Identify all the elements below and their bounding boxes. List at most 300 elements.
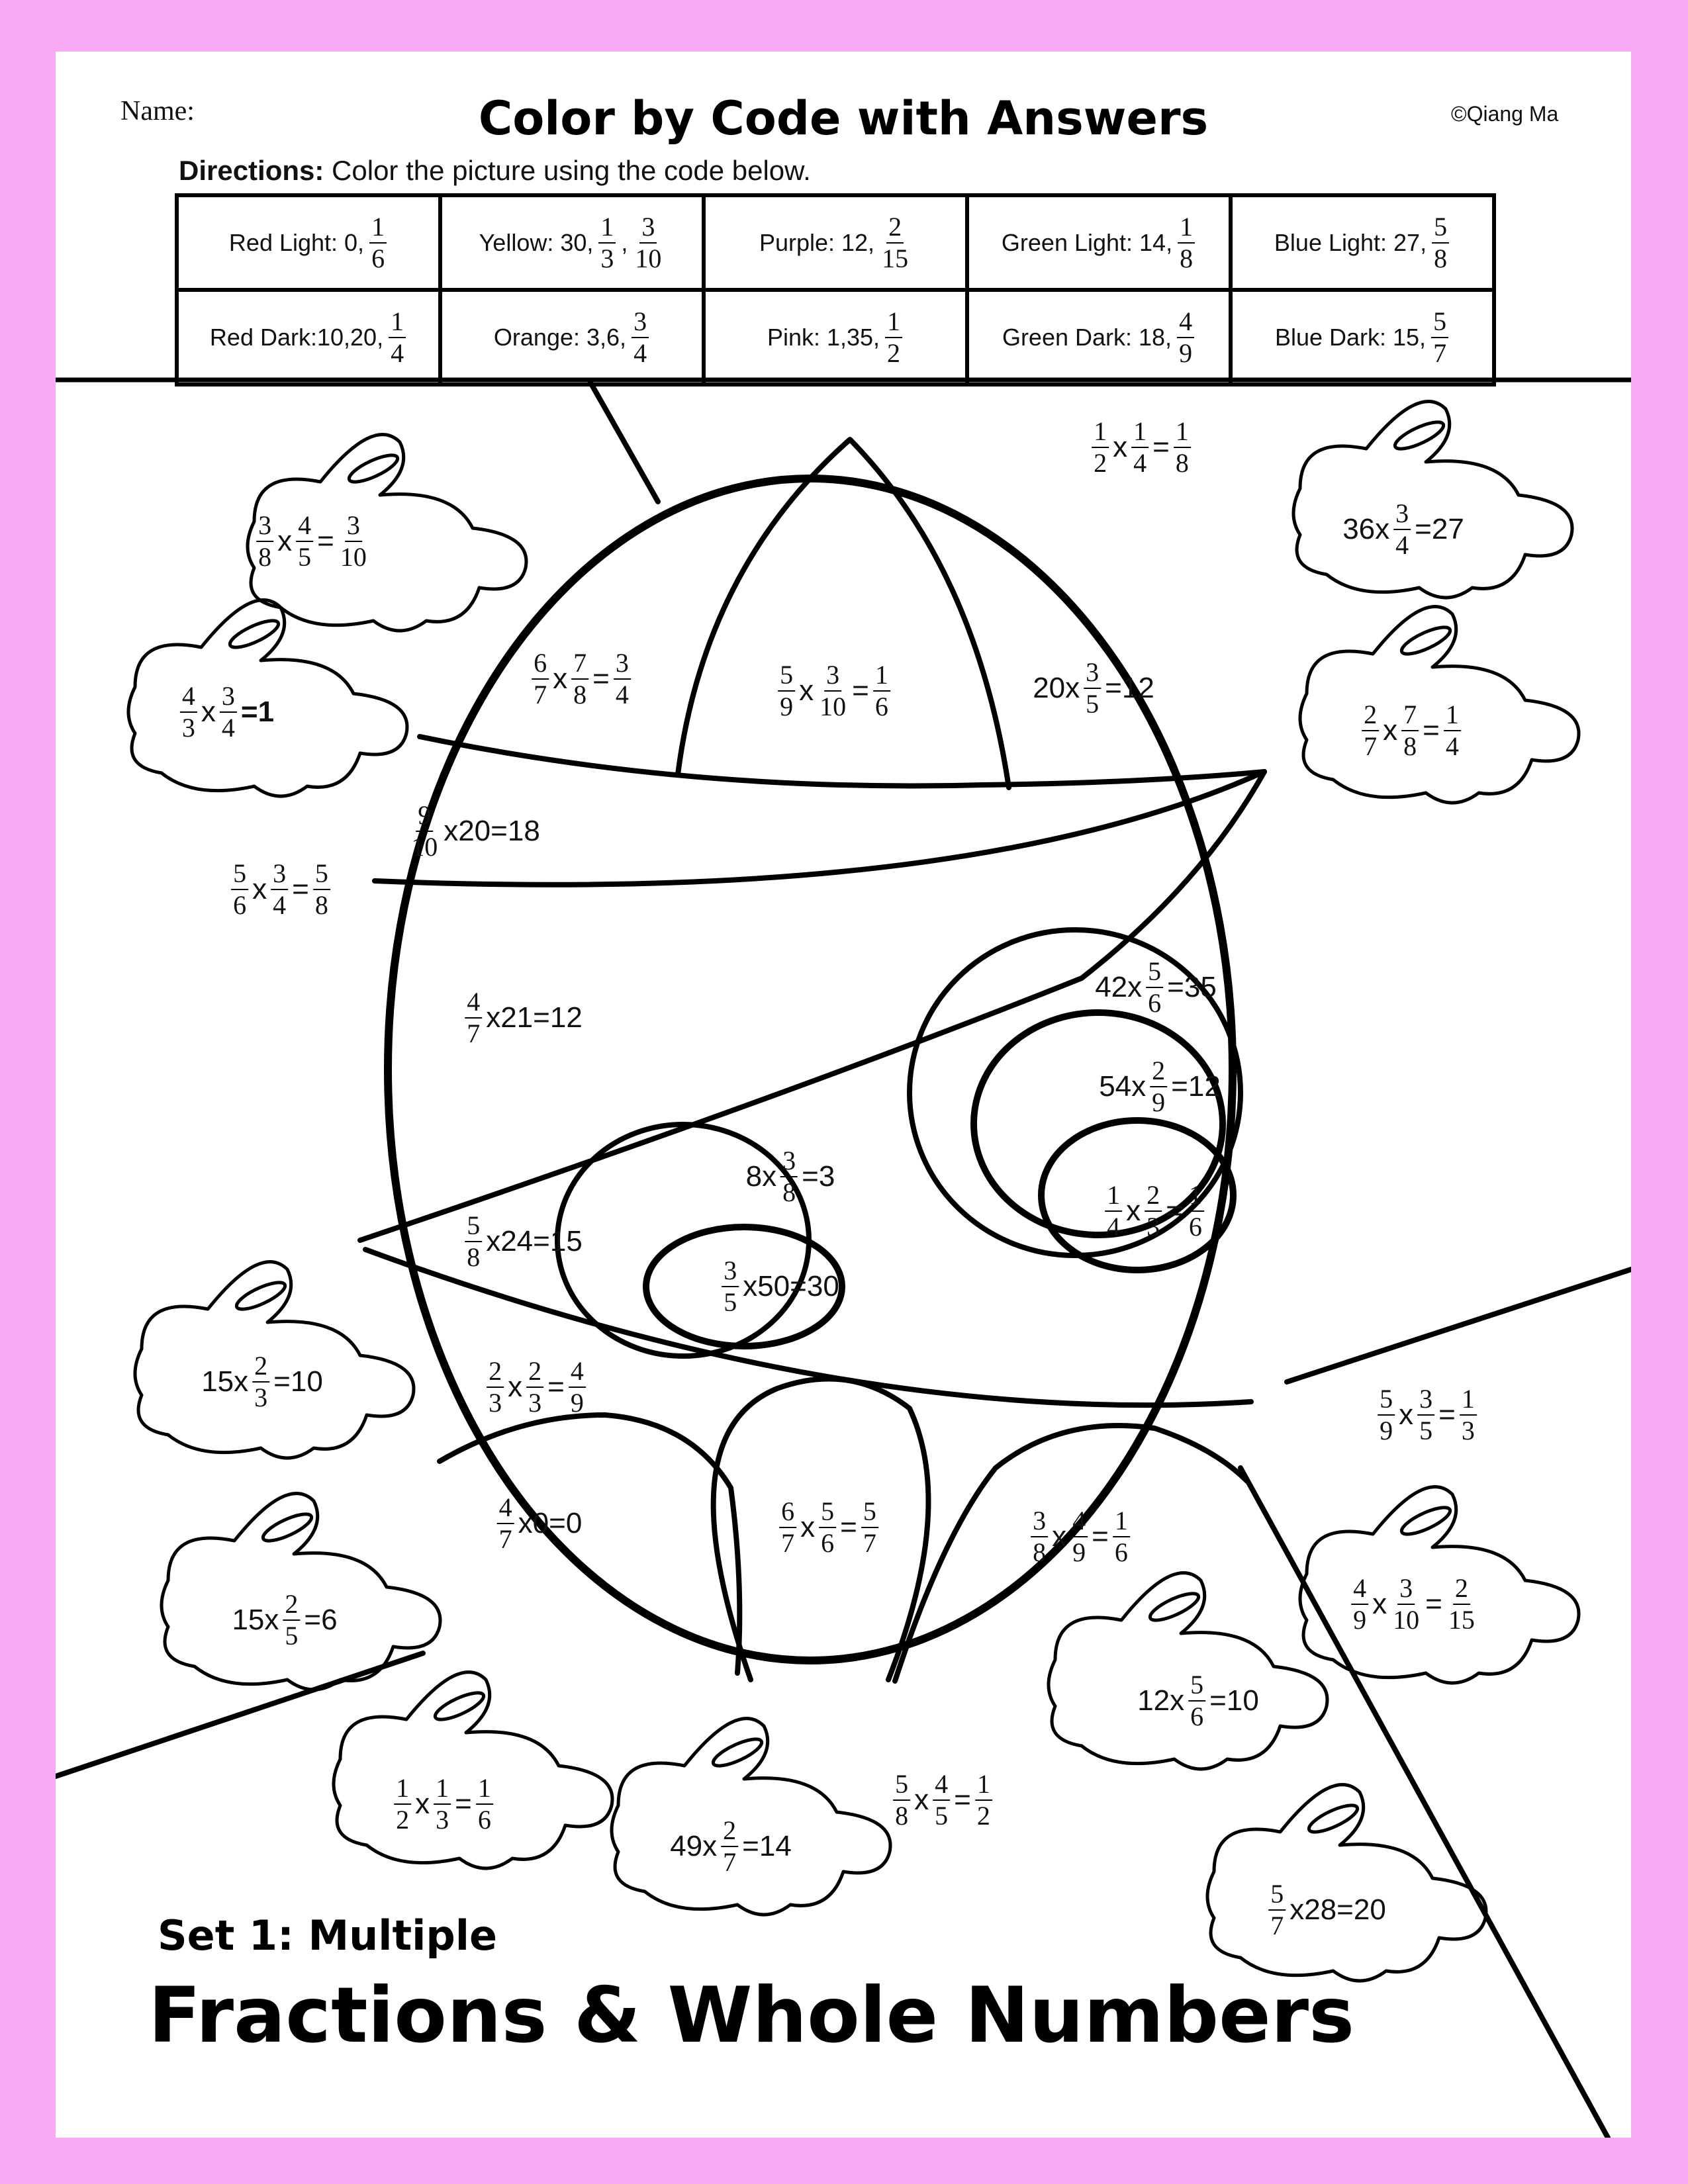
equation-text: 20x bbox=[1033, 672, 1080, 704]
denominator: 8 bbox=[314, 890, 328, 920]
fraction bbox=[180, 682, 197, 742]
equation bbox=[892, 1770, 994, 1830]
equation-text: = bbox=[1438, 1398, 1456, 1431]
denominator: 3 bbox=[436, 1805, 449, 1835]
equation-text: =3 bbox=[802, 1160, 835, 1193]
fraction bbox=[779, 1498, 796, 1557]
fraction bbox=[614, 649, 631, 709]
equation-text: =6 bbox=[304, 1604, 338, 1636]
equation bbox=[746, 1147, 835, 1206]
name-label: Name: bbox=[120, 96, 195, 126]
numerator: 2 bbox=[252, 1352, 269, 1383]
numerator: 3 bbox=[614, 649, 631, 680]
fraction bbox=[933, 1770, 950, 1830]
equation-text: x bbox=[1399, 1398, 1414, 1431]
fraction bbox=[1092, 418, 1109, 477]
equation bbox=[496, 1494, 583, 1553]
code-fraction bbox=[1431, 308, 1448, 367]
equation bbox=[232, 1590, 337, 1650]
equation-text: = bbox=[455, 1788, 472, 1820]
denominator: 8 bbox=[573, 680, 587, 709]
numerator: 5 bbox=[893, 1770, 910, 1801]
equation-text: x bbox=[201, 696, 216, 728]
equation bbox=[1033, 659, 1154, 718]
set-title: Fractions & Whole Numbers bbox=[148, 1971, 1355, 2060]
denominator: 10 bbox=[635, 243, 662, 273]
code-cell-blue-dark bbox=[1231, 290, 1494, 385]
code-cell-red-dark bbox=[177, 290, 440, 385]
code-fraction bbox=[598, 213, 616, 273]
equation bbox=[255, 512, 370, 571]
numerator: 1 bbox=[1113, 1507, 1130, 1537]
denominator: 3 bbox=[1461, 1416, 1475, 1445]
equation-text: = bbox=[954, 1784, 971, 1816]
fraction bbox=[1084, 659, 1101, 718]
fraction bbox=[296, 512, 313, 571]
code-cell-yellow bbox=[440, 195, 704, 290]
equation-text: 15x bbox=[201, 1365, 249, 1398]
background-line bbox=[56, 1653, 423, 1776]
equation-text: x24=15 bbox=[486, 1225, 583, 1257]
fraction bbox=[1105, 1181, 1122, 1241]
equation bbox=[230, 860, 332, 919]
denominator: 6 bbox=[1190, 1702, 1204, 1731]
equation-text: = bbox=[1423, 714, 1440, 747]
code-label: Green Light: 14, bbox=[1001, 228, 1173, 256]
denominator: 15 bbox=[882, 243, 909, 273]
denominator: 5 bbox=[298, 542, 312, 572]
code-cell-red-light bbox=[177, 195, 440, 290]
numerator: 3 bbox=[271, 860, 288, 890]
fraction bbox=[256, 512, 273, 571]
worksheet-page bbox=[56, 52, 1631, 2138]
denominator: 6 bbox=[1148, 988, 1162, 1018]
denominator: 3 bbox=[254, 1383, 268, 1412]
numerator: 1 bbox=[369, 213, 387, 244]
denominator: 2 bbox=[887, 338, 901, 368]
equation-text: = bbox=[840, 1511, 857, 1543]
equation-text: x28=20 bbox=[1289, 1893, 1386, 1926]
equation-text: x bbox=[508, 1371, 523, 1403]
equation bbox=[485, 1357, 587, 1417]
denominator: 4 bbox=[273, 890, 287, 920]
denominator: 5 bbox=[1419, 1416, 1433, 1445]
denominator: 3 bbox=[489, 1388, 502, 1418]
numerator: 1 bbox=[1187, 1181, 1204, 1212]
code-label: Red Dark:10,20, bbox=[209, 323, 384, 351]
equation-text: =12 bbox=[1105, 672, 1154, 704]
numerator: 5 bbox=[1146, 958, 1163, 988]
fraction bbox=[394, 1774, 411, 1834]
equation bbox=[778, 1498, 880, 1557]
equation-text: x bbox=[799, 674, 814, 707]
equation-text: = bbox=[1425, 1588, 1442, 1620]
denominator: 4 bbox=[221, 713, 235, 743]
numerator: 5 bbox=[1378, 1385, 1395, 1416]
equation-text: =35 bbox=[1167, 971, 1217, 1003]
equation bbox=[1137, 1671, 1259, 1731]
fraction bbox=[569, 1357, 586, 1417]
denominator: 2 bbox=[396, 1805, 410, 1835]
denominator: 6 bbox=[874, 692, 888, 721]
denominator: 4 bbox=[1445, 731, 1459, 761]
equation bbox=[408, 801, 540, 861]
numerator: 1 bbox=[1460, 1385, 1477, 1416]
denominator: 9 bbox=[1353, 1605, 1367, 1635]
equation bbox=[1099, 1057, 1221, 1116]
equation bbox=[720, 1257, 839, 1316]
denominator: 7 bbox=[781, 1528, 795, 1558]
fraction bbox=[220, 682, 237, 742]
fraction bbox=[1188, 1671, 1205, 1731]
fraction bbox=[1113, 1507, 1130, 1567]
equation-text: x bbox=[415, 1788, 430, 1820]
directions-text: Color the picture using the code below. bbox=[324, 155, 811, 186]
numerator: 5 bbox=[1188, 1671, 1205, 1702]
equation bbox=[201, 1352, 323, 1412]
equation-text: x0=0 bbox=[518, 1507, 583, 1539]
denominator: 7 bbox=[1364, 731, 1378, 761]
color-code-row bbox=[177, 195, 1494, 290]
fraction bbox=[722, 1257, 739, 1316]
fraction bbox=[861, 1498, 878, 1557]
numerator: 4 bbox=[933, 1770, 950, 1801]
equation-text: = bbox=[1166, 1195, 1183, 1227]
numerator: 3 bbox=[824, 661, 841, 692]
equation-text: = bbox=[317, 525, 334, 557]
denominator: 8 bbox=[1180, 243, 1194, 273]
page-title: Color by Code with Answers bbox=[478, 91, 1209, 146]
equation bbox=[670, 1817, 792, 1876]
fraction bbox=[1268, 1880, 1286, 1940]
numerator: 5 bbox=[465, 1212, 482, 1242]
denominator: 9 bbox=[1152, 1087, 1166, 1117]
fraction bbox=[231, 860, 248, 919]
equation bbox=[1103, 1181, 1205, 1241]
denominator: 10 bbox=[340, 542, 367, 572]
numerator: 5 bbox=[778, 661, 795, 692]
code-label: Blue Light: 27, bbox=[1274, 228, 1427, 256]
numerator: 3 bbox=[1393, 500, 1411, 530]
bunny-shapes bbox=[128, 402, 1579, 1981]
code-cell-purple bbox=[704, 195, 967, 290]
equation bbox=[1350, 1574, 1478, 1634]
equation-text: x bbox=[1372, 1588, 1387, 1620]
denominator: 10 bbox=[1393, 1605, 1420, 1635]
numerator: 1 bbox=[1105, 1181, 1122, 1212]
code-cell-blue-light bbox=[1231, 195, 1494, 290]
fraction bbox=[252, 1352, 269, 1412]
denominator: 10 bbox=[820, 692, 847, 721]
numerator: 2 bbox=[526, 1357, 543, 1388]
code-label: Pink: 1,35, bbox=[767, 323, 880, 351]
fraction bbox=[476, 1774, 493, 1834]
fraction bbox=[1401, 701, 1419, 760]
denominator: 7 bbox=[863, 1528, 876, 1558]
numerator: 3 bbox=[632, 308, 649, 338]
code-cell-orange bbox=[440, 290, 704, 385]
fraction bbox=[1393, 500, 1411, 559]
equation bbox=[393, 1774, 494, 1834]
fraction bbox=[873, 661, 890, 721]
denominator: 7 bbox=[534, 680, 547, 709]
numerator: 5 bbox=[861, 1498, 878, 1528]
denominator: 9 bbox=[1380, 1416, 1393, 1445]
equation bbox=[463, 988, 583, 1048]
numerator: 4 bbox=[180, 682, 197, 713]
fraction bbox=[1362, 701, 1379, 760]
numerator: 5 bbox=[1431, 308, 1448, 338]
code-fraction bbox=[632, 308, 649, 367]
denominator: 7 bbox=[1270, 1911, 1284, 1940]
fraction bbox=[1146, 958, 1163, 1017]
numerator: 4 bbox=[569, 1357, 586, 1388]
denominator: 3 bbox=[600, 243, 614, 273]
fraction bbox=[487, 1357, 504, 1417]
denominator: 8 bbox=[1434, 243, 1448, 273]
denominator: 5 bbox=[1086, 689, 1100, 719]
directions-label: Directions: bbox=[179, 155, 324, 186]
code-label: Red Light: 0, bbox=[228, 228, 365, 256]
numerator: 1 bbox=[1174, 418, 1191, 448]
fraction bbox=[819, 1498, 836, 1557]
denominator: 6 bbox=[1188, 1212, 1202, 1242]
fraction bbox=[1446, 1574, 1477, 1634]
fraction bbox=[1417, 1385, 1434, 1445]
fraction bbox=[1378, 1385, 1395, 1445]
numerator: 3 bbox=[256, 512, 273, 542]
denominator: 5 bbox=[935, 1801, 949, 1831]
numerator: 4 bbox=[296, 512, 313, 542]
denominator: 6 bbox=[1114, 1537, 1128, 1567]
numerator: 5 bbox=[1432, 213, 1449, 244]
equation bbox=[530, 649, 632, 709]
fraction bbox=[497, 1494, 514, 1553]
equation-text: 36x bbox=[1342, 513, 1390, 545]
equation-text: x bbox=[252, 873, 267, 905]
equation-text: x bbox=[800, 1511, 816, 1543]
fraction bbox=[409, 801, 440, 861]
denominator: 6 bbox=[821, 1528, 835, 1558]
equation-text: =10 bbox=[1209, 1684, 1259, 1717]
fraction bbox=[1150, 1057, 1167, 1116]
code-cell-green-dark bbox=[967, 290, 1231, 385]
background-line bbox=[590, 383, 658, 502]
equation bbox=[776, 661, 892, 721]
equation-text: x bbox=[1113, 431, 1128, 463]
numerator: 7 bbox=[1401, 701, 1419, 731]
equation-text: x20=18 bbox=[444, 815, 540, 847]
fraction bbox=[338, 512, 369, 571]
denominator: 7 bbox=[498, 1524, 512, 1554]
numerator: 4 bbox=[497, 1494, 514, 1524]
fraction bbox=[1070, 1507, 1088, 1567]
numerator: 2 bbox=[283, 1590, 300, 1621]
bunny-shape bbox=[334, 1672, 612, 1868]
equation-text: = bbox=[592, 662, 610, 695]
fraction bbox=[721, 1817, 738, 1876]
denominator: 6 bbox=[371, 243, 385, 273]
numerator: 5 bbox=[231, 860, 248, 890]
numerator: 2 bbox=[721, 1817, 738, 1847]
denominator: 7 bbox=[723, 1847, 737, 1877]
numerator: 2 bbox=[487, 1357, 504, 1388]
equation bbox=[1342, 500, 1464, 559]
denominator: 4 bbox=[633, 338, 647, 368]
denominator: 9 bbox=[780, 692, 794, 721]
equation-text: =27 bbox=[1415, 513, 1464, 545]
fraction bbox=[1131, 418, 1149, 477]
numerator: 1 bbox=[389, 308, 406, 338]
denominator: 4 bbox=[1395, 530, 1409, 560]
denominator: 2 bbox=[1094, 448, 1107, 478]
numerator: 2 bbox=[1145, 1181, 1162, 1212]
numerator: 2 bbox=[1453, 1574, 1470, 1605]
set-subtitle: Set 1: Multiple bbox=[158, 1911, 498, 1960]
denominator: 8 bbox=[1403, 731, 1417, 761]
numerator: 2 bbox=[886, 213, 904, 244]
numerator: 6 bbox=[779, 1498, 796, 1528]
equation bbox=[1267, 1880, 1386, 1940]
fraction bbox=[975, 1770, 992, 1830]
fraction bbox=[532, 649, 549, 709]
equation bbox=[1095, 958, 1217, 1017]
numerator: 3 bbox=[1417, 1385, 1434, 1416]
equation-text: =14 bbox=[742, 1830, 792, 1862]
color-code-table bbox=[175, 193, 1496, 387]
numerator: 5 bbox=[313, 860, 330, 890]
equation bbox=[463, 1212, 583, 1271]
code-cell-green-light bbox=[967, 195, 1231, 290]
numerator: 4 bbox=[465, 988, 482, 1019]
code-fraction bbox=[1432, 213, 1449, 273]
denominator: 15 bbox=[1448, 1605, 1475, 1635]
numerator: 1 bbox=[598, 213, 616, 244]
equation bbox=[1090, 418, 1192, 477]
equation-text: = bbox=[852, 674, 869, 707]
equation-text: =12 bbox=[1171, 1070, 1221, 1103]
equation-text: = bbox=[547, 1371, 565, 1403]
equation-text: x bbox=[1052, 1520, 1067, 1553]
numerator: 7 bbox=[571, 649, 588, 680]
code-label: Yellow: 30, bbox=[479, 228, 594, 256]
equation-text: =10 bbox=[273, 1365, 323, 1398]
code-fraction bbox=[389, 308, 406, 367]
fraction bbox=[313, 860, 330, 919]
equation-text: 42x bbox=[1095, 971, 1143, 1003]
denominator: 9 bbox=[1179, 338, 1193, 368]
fraction bbox=[465, 988, 482, 1048]
equation-text: 12x bbox=[1137, 1684, 1185, 1717]
denominator: 8 bbox=[258, 542, 272, 572]
fraction bbox=[818, 661, 848, 721]
numerator: 4 bbox=[1177, 308, 1194, 338]
code-fraction bbox=[1177, 308, 1194, 367]
fraction bbox=[1391, 1574, 1421, 1634]
fraction bbox=[1187, 1181, 1204, 1241]
equation-text: x50=30 bbox=[743, 1270, 839, 1302]
directions bbox=[179, 155, 811, 187]
equation-text: x bbox=[1126, 1195, 1141, 1227]
denominator: 2 bbox=[976, 1801, 990, 1831]
denominator: 8 bbox=[467, 1242, 481, 1272]
denominator: 9 bbox=[570, 1388, 584, 1418]
numerator: 4 bbox=[1351, 1574, 1368, 1605]
numerator: 3 bbox=[639, 213, 657, 244]
equation-text: 54x bbox=[1099, 1070, 1147, 1103]
denominator: 4 bbox=[391, 338, 404, 368]
equation bbox=[1376, 1385, 1478, 1445]
denominator: 8 bbox=[1033, 1537, 1047, 1567]
code-label: Blue Dark: 15, bbox=[1274, 323, 1427, 351]
denominator: 4 bbox=[1107, 1212, 1121, 1242]
equation bbox=[1029, 1507, 1131, 1567]
equation-text: 49x bbox=[670, 1830, 718, 1862]
fraction bbox=[1460, 1385, 1477, 1445]
numerator: 9 bbox=[416, 801, 433, 832]
fraction bbox=[1174, 418, 1191, 477]
equation bbox=[179, 682, 274, 742]
numerator: 2 bbox=[1362, 701, 1379, 731]
numerator: 2 bbox=[1150, 1057, 1167, 1087]
equation-text: 8x bbox=[745, 1160, 777, 1193]
code-cell-pink bbox=[704, 290, 967, 385]
fraction bbox=[283, 1590, 300, 1650]
fraction bbox=[893, 1770, 910, 1830]
numerator: 3 bbox=[220, 682, 237, 713]
denominator: 3 bbox=[528, 1388, 542, 1418]
code-fraction bbox=[880, 213, 910, 273]
equation-text: x bbox=[277, 525, 293, 557]
denominator: 10 bbox=[411, 832, 438, 862]
numerator: 1 bbox=[975, 1770, 992, 1801]
color-code-row bbox=[177, 290, 1494, 385]
numerator: 3 bbox=[345, 512, 362, 542]
denominator: 5 bbox=[724, 1287, 737, 1317]
denominator: 6 bbox=[477, 1805, 491, 1835]
denominator: 6 bbox=[233, 890, 247, 920]
equation-text: x bbox=[1383, 714, 1398, 747]
numerator: 6 bbox=[532, 649, 549, 680]
denominator: 8 bbox=[782, 1177, 796, 1207]
numerator: 1 bbox=[1444, 701, 1461, 731]
code-fraction bbox=[369, 213, 387, 273]
code-label: Purple: 12, bbox=[759, 228, 875, 256]
code-label: Orange: 3,6, bbox=[493, 323, 627, 351]
equation-text: = bbox=[1152, 431, 1170, 463]
fraction bbox=[271, 860, 288, 919]
denominator: 8 bbox=[895, 1801, 909, 1831]
numerator: 5 bbox=[819, 1498, 836, 1528]
denominator: 7 bbox=[467, 1019, 481, 1048]
numerator: 1 bbox=[434, 1774, 451, 1805]
numerator: 1 bbox=[1178, 213, 1195, 244]
numerator: 1 bbox=[394, 1774, 411, 1805]
numerator: 1 bbox=[1131, 418, 1149, 448]
numerator: 3 bbox=[722, 1257, 739, 1287]
numerator: 1 bbox=[1092, 418, 1109, 448]
denominator: 3 bbox=[1147, 1212, 1160, 1242]
numerator: 3 bbox=[1397, 1574, 1415, 1605]
code-fraction bbox=[885, 308, 902, 367]
equation bbox=[1360, 701, 1462, 760]
numerator: 3 bbox=[1084, 659, 1101, 689]
numerator: 1 bbox=[476, 1774, 493, 1805]
denominator: 3 bbox=[181, 713, 195, 743]
numerator: 1 bbox=[873, 661, 890, 692]
denominator: 8 bbox=[1175, 448, 1189, 478]
equation-text: = bbox=[292, 873, 309, 905]
